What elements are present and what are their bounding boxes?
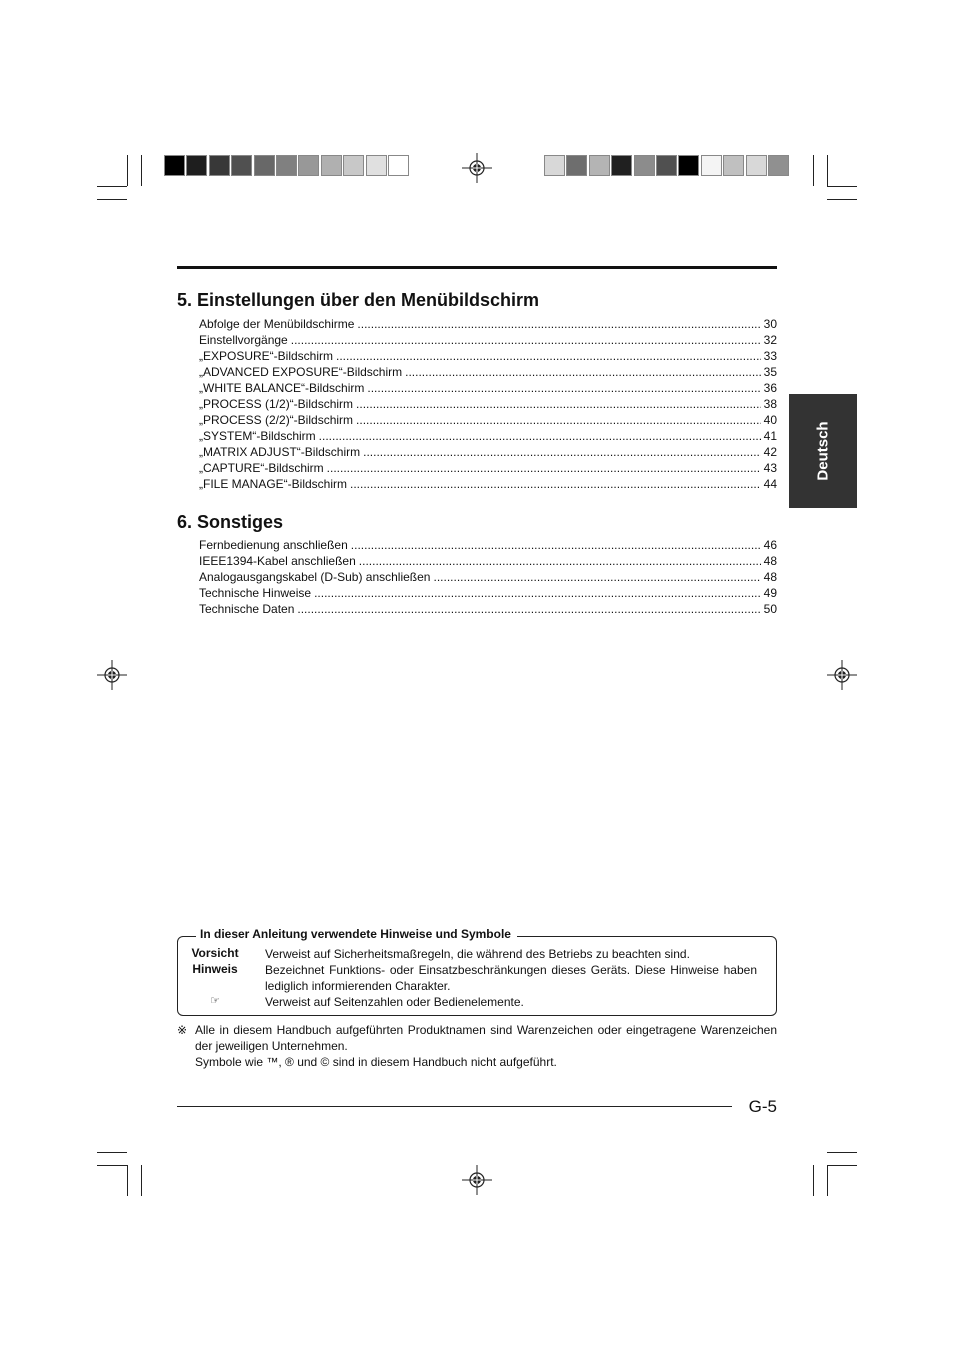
note-key-vorsicht: Vorsicht xyxy=(191,946,239,960)
toc-entry-label: „PROCESS (2/2)“-Bildschirm xyxy=(199,413,354,427)
toc-entry[interactable] xyxy=(199,396,777,412)
toc-entry-page: 46 xyxy=(763,538,777,552)
footnote-text: Alle in diesem Handbuch aufgeführten Produktnamen sind Warenzeichen oder eingetragene Warenzeichen der jeweiligen Unternehmen. xyxy=(195,1023,777,1053)
crop-mark xyxy=(827,1152,857,1153)
color-swatch xyxy=(366,155,387,176)
toc-leader xyxy=(356,412,761,428)
toc-entry-label: „ADVANCED EXPOSURE“-Bildschirm xyxy=(199,365,403,379)
color-swatch xyxy=(164,155,185,176)
color-swatch xyxy=(566,155,587,176)
toc-entry-label: Einstellvorgänge xyxy=(199,333,288,347)
toc-entry-label: „WHITE BALANCE“-Bildschirm xyxy=(199,381,365,395)
toc-entry[interactable] xyxy=(199,553,777,569)
toc-entry-label: „EXPOSURE“-Bildschirm xyxy=(199,349,334,363)
note-text-hinweis: Bezeichnet Funktions- oder Einsatzbeschränkungen dieses Geräts. Diese Hinweise haben lediglich informierenden Charakter. xyxy=(265,963,757,993)
color-swatch xyxy=(231,155,252,176)
color-swatch xyxy=(321,155,342,176)
toc-entry[interactable] xyxy=(199,460,777,476)
toc-entry-page: 35 xyxy=(763,365,777,379)
toc-entry-page: 40 xyxy=(763,413,777,427)
toc-entry-label: Technische Daten xyxy=(199,602,295,616)
crop-mark xyxy=(97,199,127,200)
toc-leader xyxy=(359,553,761,569)
toc-entry-page: 42 xyxy=(763,445,777,459)
toc-leader xyxy=(314,585,761,601)
note-key-hinweis: Hinweis xyxy=(192,962,238,976)
toc-entry-page: 44 xyxy=(763,477,777,491)
crop-mark xyxy=(827,186,857,187)
toc-entry-page: 50 xyxy=(763,602,777,616)
toc-entry-label: Analogausgangskabel (D-Sub) anschließen xyxy=(199,570,431,584)
color-swatch xyxy=(656,155,677,176)
color-swatch xyxy=(544,155,565,176)
color-swatch xyxy=(634,155,655,176)
toc-leader xyxy=(357,316,760,332)
toc-entry[interactable] xyxy=(199,316,777,332)
toc-entry[interactable] xyxy=(199,348,777,364)
color-swatch xyxy=(298,155,319,176)
crop-mark xyxy=(813,155,814,186)
crop-mark xyxy=(827,1165,828,1196)
page-number: G-5 xyxy=(748,1097,777,1116)
section-heading: 6. Sonstiges xyxy=(177,512,284,532)
color-swatch xyxy=(589,155,610,176)
registration-mark-icon xyxy=(827,660,857,690)
crop-mark xyxy=(127,155,128,186)
toc-entry-page: 30 xyxy=(763,317,777,331)
color-swatch xyxy=(723,155,744,176)
toc-leader xyxy=(327,460,761,476)
registration-mark-icon xyxy=(97,660,127,690)
toc-list xyxy=(199,316,777,492)
note-text-symbol: Verweist auf Seitenzahlen oder Bedienelemente. xyxy=(265,995,524,1009)
crop-mark xyxy=(127,1165,128,1196)
reference-mark-icon: ※ xyxy=(177,1023,188,1037)
color-swatch xyxy=(209,155,230,176)
section-heading: 5. Einstellungen über den Menübildschirm xyxy=(177,290,540,310)
color-swatch xyxy=(186,155,207,176)
language-tab xyxy=(789,394,857,508)
toc-entry[interactable] xyxy=(199,364,777,380)
footnote-text-2: Symbole wie ™, ® und © sind in diesem Handbuch nicht aufgeführt. xyxy=(195,1055,557,1069)
crop-mark xyxy=(141,1165,142,1196)
toc-entry-page: 43 xyxy=(763,461,777,475)
color-swatch xyxy=(746,155,767,176)
toc-leader xyxy=(405,364,761,380)
toc-leader xyxy=(291,332,761,348)
pointing-hand-icon: ☞ xyxy=(210,995,220,1007)
crop-mark xyxy=(141,155,142,186)
toc-leader xyxy=(336,348,761,364)
language-tab-label: Deutsch xyxy=(814,421,832,481)
toc-entry[interactable] xyxy=(199,444,777,460)
toc-entry[interactable] xyxy=(199,569,777,585)
toc-entry-page: 49 xyxy=(763,586,777,600)
toc-entry-page: 41 xyxy=(763,429,777,443)
toc-entry[interactable] xyxy=(199,585,777,601)
color-swatch xyxy=(701,155,722,176)
toc-leader xyxy=(297,601,760,617)
toc-leader xyxy=(433,569,760,585)
crop-mark xyxy=(827,155,828,186)
toc-leader xyxy=(350,476,761,492)
toc-entry-label: „MATRIX ADJUST“-Bildschirm xyxy=(199,445,361,459)
crop-mark xyxy=(827,1165,857,1166)
note-text-vorsicht: Verweist auf Sicherheitsmaßregeln, die während des Betriebs zu beachten sind. xyxy=(265,947,690,961)
crop-mark xyxy=(97,1152,127,1153)
toc-entry-label: Fernbedienung anschließen xyxy=(199,538,348,552)
toc-leader xyxy=(363,444,761,460)
color-swatch xyxy=(611,155,632,176)
section-top-rule xyxy=(177,266,777,269)
toc-entry-page: 33 xyxy=(763,349,777,363)
crop-mark xyxy=(97,1165,127,1166)
toc-entry-label: „FILE MANAGE“-Bildschirm xyxy=(199,477,348,491)
toc-entry[interactable] xyxy=(199,476,777,492)
toc-list xyxy=(199,537,777,617)
toc-entry-label: Abfolge der Menübildschirme xyxy=(199,317,355,331)
toc-entry-page: 48 xyxy=(763,554,777,568)
toc-entry-label: „SYSTEM“-Bildschirm xyxy=(199,429,316,443)
crop-mark xyxy=(97,186,127,187)
toc-leader xyxy=(351,537,761,553)
toc-entry[interactable] xyxy=(199,332,777,348)
color-swatch xyxy=(678,155,699,176)
trademark-footnote xyxy=(177,1022,777,1070)
toc-entry-label: „CAPTURE“-Bildschirm xyxy=(199,461,324,475)
color-swatch xyxy=(343,155,364,176)
toc-entry[interactable] xyxy=(199,380,777,396)
toc-entry-page: 32 xyxy=(763,333,777,347)
toc-entry-label: IEEE1394-Kabel anschließen xyxy=(199,554,356,568)
toc-entry-page: 38 xyxy=(763,397,777,411)
notes-box-title: In dieser Anleitung verwendete Hinweise und Symbole xyxy=(196,927,517,941)
registration-mark-icon xyxy=(462,1165,492,1195)
color-swatch xyxy=(388,155,409,176)
registration-mark-icon xyxy=(462,153,492,183)
toc-entry[interactable] xyxy=(199,412,777,428)
crop-mark xyxy=(813,1165,814,1196)
color-swatch xyxy=(768,155,789,176)
toc-entry[interactable] xyxy=(199,428,777,444)
toc-entry-page: 36 xyxy=(763,381,777,395)
color-swatch xyxy=(254,155,275,176)
toc-entry-label: „PROCESS (1/2)“-Bildschirm xyxy=(199,397,354,411)
toc-leader xyxy=(367,380,760,396)
color-swatch xyxy=(276,155,297,176)
toc-leader xyxy=(356,396,761,412)
toc-leader xyxy=(319,428,761,444)
toc-entry[interactable] xyxy=(199,537,777,553)
crop-mark xyxy=(827,199,857,200)
toc-entry[interactable] xyxy=(199,601,777,617)
toc-entry-page: 48 xyxy=(763,570,777,584)
footer-rule xyxy=(177,1106,732,1107)
toc-entry-label: Technische Hinweise xyxy=(199,586,312,600)
